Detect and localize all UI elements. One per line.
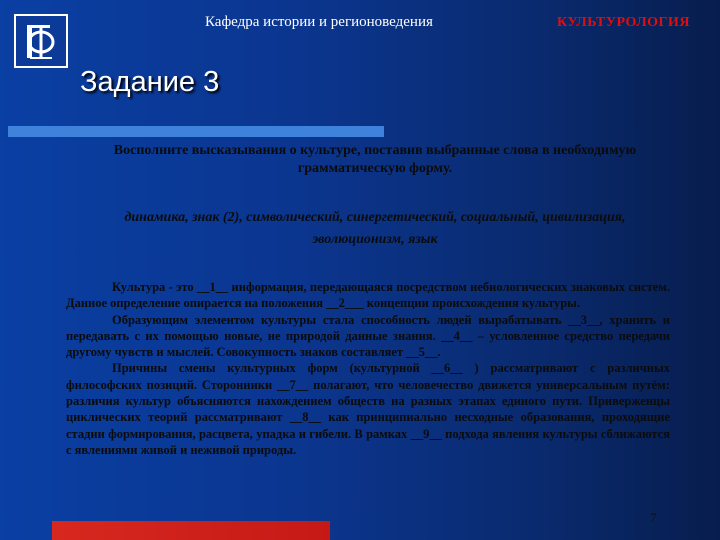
paragraph-2: Образующим элементом культуры стала способность людей вырабатывать __3__, хранить и передавать с их помощью новые, не природой данные знания. __4__ – условленное средство передачи другому чувств и мыслей. Совокупность знаков составляет __5__.	[66, 312, 670, 360]
logo-emblem-icon	[16, 16, 66, 66]
title-underline-bar	[8, 126, 384, 137]
word-list: динамика, знак (2), символический, синергетический, социальный, цивилизация, эволюционизм, язык	[124, 210, 626, 247]
paragraph-1: Культура - это __1__ информация, передающаяся посредством небиологических знаковых систем. Данное определение опирается на положения __2___ концепции происхождения культуры.	[66, 280, 670, 311]
course-name: КУЛЬТУРОЛОГИЯ	[557, 15, 690, 30]
footer-accent-bar	[52, 521, 330, 540]
paragraph-3: Причины смены культурных форм (культурной __6__ ) рассматривают с различных философских позиций. Сторонники __7__ полагают, что человечество движется универсальным путём: различия культур объясняются нахождением обществ на разных этапах единого пути. Приверженцы циклических теорий рассматривают __8__ как принципиально несходные образования, проходящие стадии формирования, расцвета, упадка и гибели. В рамках __9__ подхода явления культуры сближаются с явлениями живой и неживой природы.	[66, 361, 670, 457]
slide-title: Задание 3	[80, 66, 220, 98]
university-logo	[14, 14, 68, 68]
exercise-text	[66, 279, 670, 458]
department-header: Кафедра истории и регионоведения	[205, 14, 433, 30]
page-number: 7	[650, 510, 657, 525]
task-instruction: Восполните высказывания о культуре, поставив выбранные слова в необходимую грамматическую форму.	[113, 143, 637, 176]
